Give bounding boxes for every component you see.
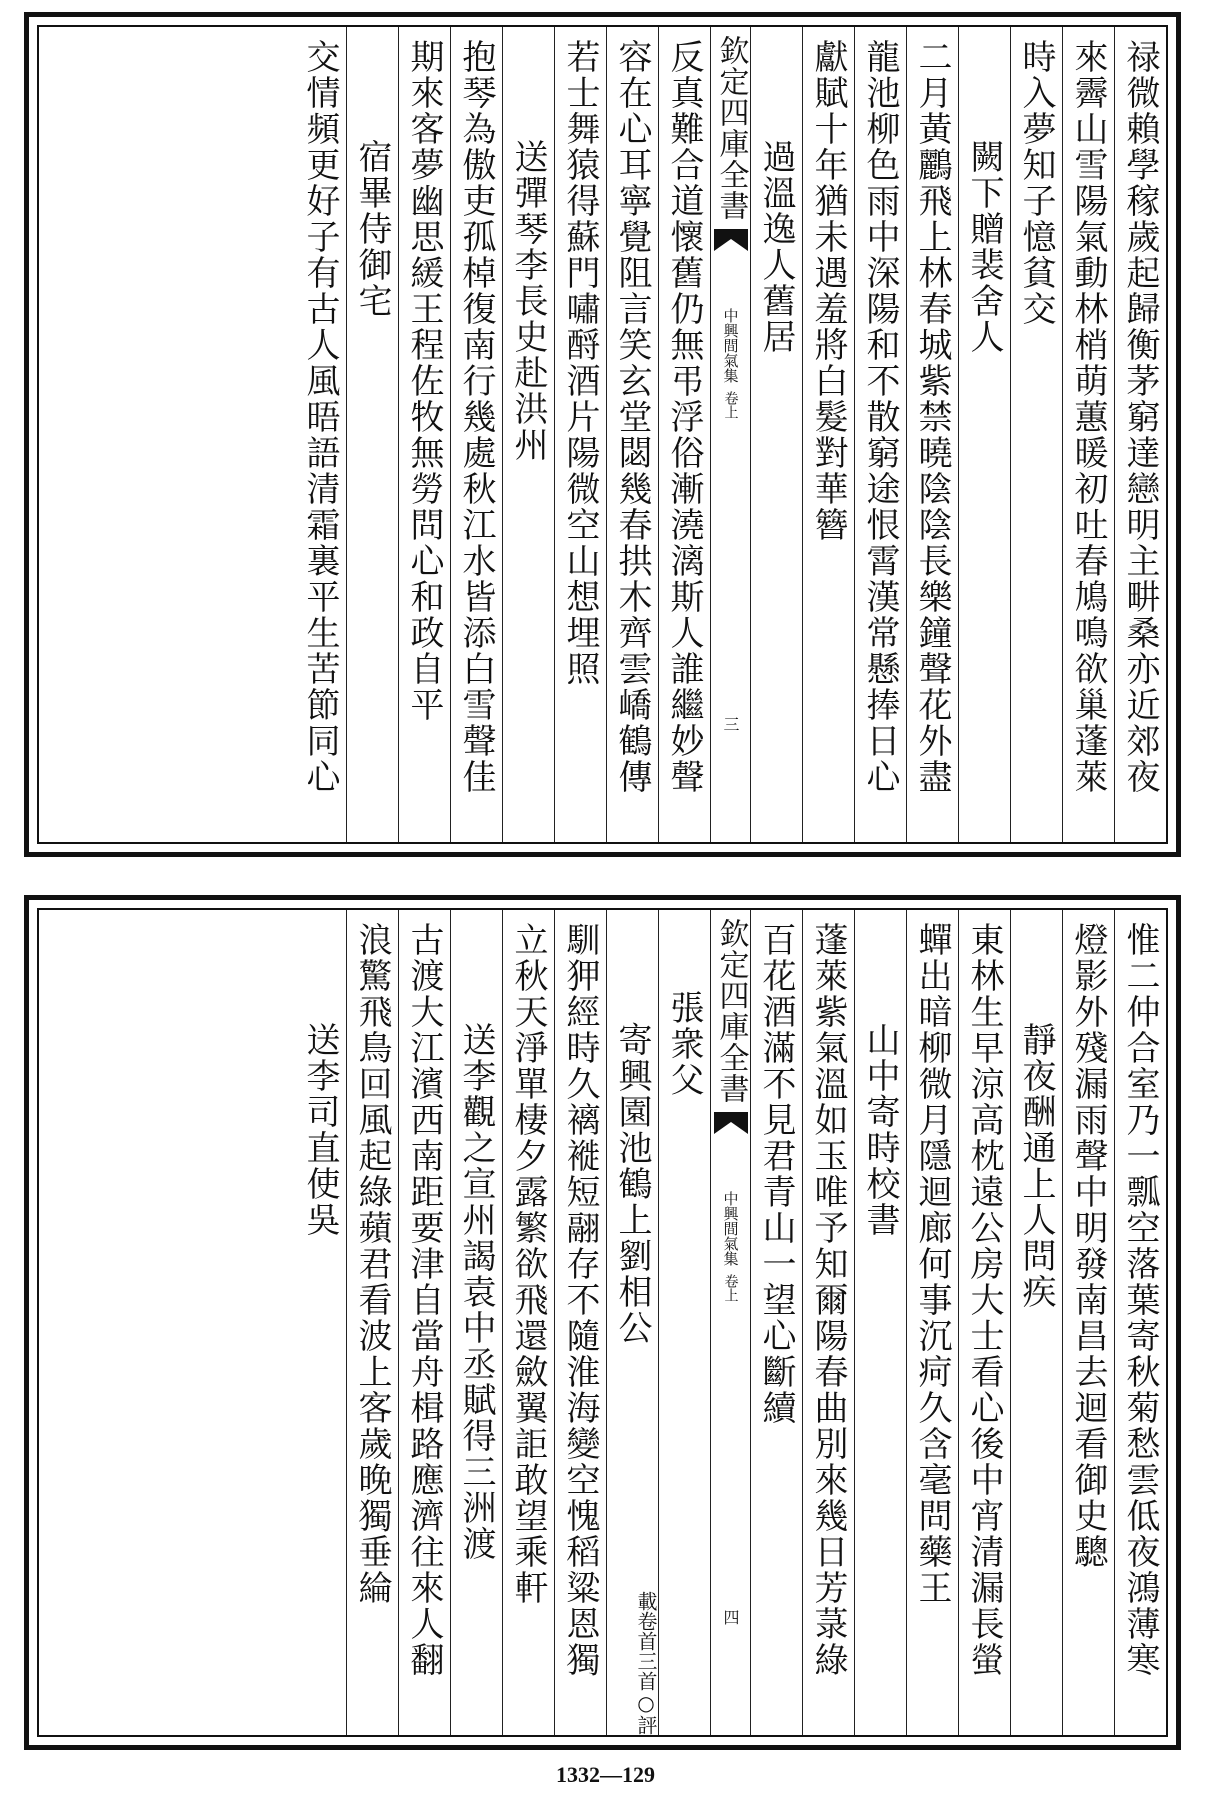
author-note — [634, 990, 658, 1735]
text-column: 百花酒滿不見君青山一望心斷續 — [750, 910, 802, 1735]
text-column: 蓬萊紫氣溫如玉唯予知爾陽春曲別來幾日芳菉綠 — [802, 910, 854, 1735]
author-note-line-1: 三首○評 — [634, 1651, 658, 1735]
poem-title: 闕下贈裴舍人 — [958, 27, 1010, 842]
poem-title: 送李司直使吳 — [300, 1022, 340, 1238]
poem-title: 寄興園池鶴上劉相公 — [606, 910, 658, 1735]
author-name: 張衆父 — [664, 990, 704, 1098]
poem-title: 過溫逸人舊居 — [750, 27, 802, 842]
poem-title: 靜夜酬通上人問疾 — [1010, 910, 1062, 1735]
text-column: 反真難合道懷舊仍無弔浮俗漸澆漓斯人誰繼妙聲 — [658, 27, 710, 842]
text-column: 來霽山雪陽氣動林梢萌蕙暖初吐春鳩鳴欲巢蓬萊 — [1062, 27, 1114, 842]
upper-page — [24, 12, 1181, 857]
siku-label: 欽定四庫全書 — [713, 35, 749, 221]
fish-tail-mark-icon — [712, 1110, 750, 1136]
siku-label: 欽定四庫全書 — [713, 918, 749, 1104]
text-column: 獻賦十年猶未遇羞將白髮對華簪 — [802, 27, 854, 842]
fish-tail-mark-icon — [712, 227, 750, 253]
juan-label: 卷上 — [722, 1274, 739, 1302]
text-column: 東林生早涼高枕遠公房大士看心後中宵清漏長螢 — [958, 910, 1010, 1735]
center-fold-column — [710, 910, 750, 1735]
text-column: 古渡大江濱西南距要津自當舟楫路應濟往來人翻 — [398, 910, 450, 1735]
folio-number: 三 — [721, 716, 740, 732]
text-column: 時入夢知子憶貧交 — [1010, 27, 1062, 842]
text-column: 禄微賴學稼歲起歸衡茅窮達戀明主畊桑亦近郊夜 — [1114, 27, 1166, 842]
page-number: 1332—129 — [556, 1762, 655, 1787]
text-column: 浪驚飛鳥回風起綠蘋君看波上客歲晚獨垂綸 — [346, 910, 398, 1735]
poem-title: 送彈琴李長史赴洪州 — [502, 27, 554, 842]
text-column: 抱琴為傲吏孤棹復南行幾處秋江水皆添白雪聲佳 — [450, 27, 502, 842]
book-title: 中興間氣集 — [721, 308, 740, 383]
text-column: 容在心耳寧覺阻言笑玄堂閟幾春拱木齊雲嶠鶴傳 — [606, 27, 658, 842]
author-note-line-2: 載卷首 — [634, 1591, 658, 1651]
lower-page — [24, 895, 1181, 1750]
text-column: 燈影外殘漏雨聲中明發南昌去迴看御史驄 — [1062, 910, 1114, 1735]
text-column: 期來客夢幽思緩王程佐牧無勞問心和政自平 — [398, 27, 450, 842]
poem-title: 宿畢侍御宅 — [346, 27, 398, 842]
upper-text-frame — [37, 25, 1168, 844]
text-column: 龍池柳色雨中深陽和不散窮途恨霄漢常懸捧日心 — [854, 27, 906, 842]
center-fold-column — [710, 27, 750, 842]
text-column: 若士舞猿得蘇門嘯酹酒片陽微空山想埋照 — [554, 27, 606, 842]
text-column: 蟬出暗柳微月隱迴廊何事沉疴久含毫問藥王 — [906, 910, 958, 1735]
poem-title: 山中寄時校書 — [854, 910, 906, 1735]
poem-title: 送李觀之宣州謁袁中丞賦得三洲渡 — [450, 910, 502, 1735]
text-column: 惟二仲合室乃一瓢空落葉寄秋菊愁雲低夜鴻薄寒 — [1114, 910, 1166, 1735]
book-title: 中興間氣集 — [721, 1191, 740, 1266]
text-column: 交情頻更好子有古人風晤語清霜裏平生苦節同心 — [300, 39, 340, 795]
author-column — [634, 910, 710, 1735]
folio-number: 四 — [721, 1609, 740, 1625]
text-column: 二月黃鸝飛上林春城紫禁曉陰陰長樂鐘聲花外盡 — [906, 27, 958, 842]
juan-label: 卷上 — [722, 391, 739, 419]
text-column: 馴狎經時久褵褷短翮存不隨淮海變空愧稻粱恩獨 — [554, 910, 606, 1735]
text-column: 立秋天淨單棲夕露繁欲飛還斂翼詎敢望乘軒 — [502, 910, 554, 1735]
lower-text-frame — [37, 908, 1168, 1737]
